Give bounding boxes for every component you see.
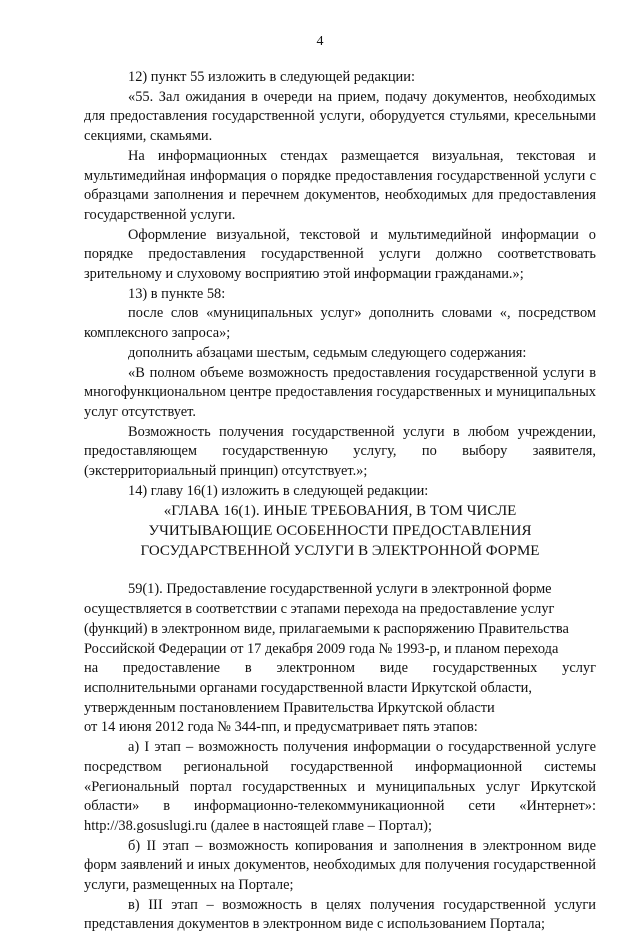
paragraph-extraterritorial: Возможность получения государственной услуги в любом учреждении, предоставляющем государственную услугу, по выбору заявителя, (экстерриториальный принцип) отсутствует.»; (84, 423, 596, 480)
paragraph-after-words: после слов «муниципальных услуг» дополнить словами «, посредством комплексного запроса»; (84, 305, 596, 342)
stage-1: а) I этап – возможность получения информации о государственной услуге посредством региональной государственной информационной системы «Региональный портал государственных и муниципальных услуг Иркутской области» в информационно-телекоммуникационной сети «Интернет»: http://38.gosuslugi.ru (далее в настоящей главе – Портал); (84, 739, 596, 834)
paragraph-item-14: 14) главу 16(1) изложить в следующей редакции: (128, 482, 429, 499)
stage-3: в) III этап – возможность в целях получения государственной услуги представления документов в электронном виде с использованием Портала; (84, 896, 596, 933)
chapter-heading-line-1: «ГЛАВА 16(1). ИНЫЕ ТРЕБОВАНИЯ, В ТОМ ЧИСЛЕ (163, 503, 517, 520)
chapter-heading-line-2: УЧИТЫВАЮЩИЕ ОСОБЕННОСТИ ПРЕДОСТАВЛЕНИЯ (148, 523, 532, 540)
paragraph-visual-design: Оформление визуальной, текстовой и мультимедийной информации о порядке предоставления государственной услуги должно соответствовать зрительному и слуховому восприятию этой информации гражданами.»; (84, 226, 596, 283)
paragraph-59-1-line: утвержденным постановлением Правительства Иркутской области (84, 699, 495, 716)
paragraph-item-12: 12) пункт 55 изложить в следующей редакции: (128, 69, 415, 85)
paragraph-59-1-line: осуществляется в соответствии с этапами перехода на предоставление услуг (84, 601, 555, 618)
page-number: 4 (316, 34, 324, 49)
paragraph-59-1-line: Российской Федерации от 17 декабря 2009 года № 1993-р, и планом перехода (84, 640, 559, 657)
paragraph-mfc: «В полном объеме возможность предоставления государственной услуги в многофункциональном центре предоставления государственных и муниципальных услуг отсутствует. (84, 364, 596, 420)
stage-2: б) II этап – возможность копирования и заполнения в электронном виде форм заявлений и иных документов, необходимых для получения государственной услуги, размещенных на Портале; (84, 837, 596, 894)
paragraph-59-1 (84, 580, 596, 738)
paragraph-55: «55. Зал ожидания в очереди на прием, подачу документов, необходимых для предоставления государственной услуги, оборудуется стульями, кресельными секциями, скамьями. (84, 88, 596, 145)
chapter-heading-line-3: ГОСУДАРСТВЕННОЙ УСЛУГИ В ЭЛЕКТРОННОЙ ФОРМЕ (140, 543, 540, 560)
paragraph-59-1-line: исполнительными органами государственной власти Иркутской области, (84, 679, 532, 696)
section-spacer (84, 561, 596, 580)
paragraph-59-1-line: на предоставление в электронном виде государственных услуг (84, 660, 596, 677)
paragraph-59-1-line: 59(1). Предоставление государственной услуги в электронной форме (128, 581, 552, 598)
paragraph-info-stands: На информационных стендах размещается визуальная, текстовая и мультимедийная информация о порядке предоставления государственной услуги с образцами заполнения и перечнем документов, необходимых для предоставления государственной услуги. (84, 147, 596, 223)
paragraph-add-sections: дополнить абзацами шестым, седьмым следующего содержания: (128, 344, 527, 361)
paragraph-59-1-line: (функций) в электронном виде, прилагаемыми к распоряжению Правительства (84, 620, 569, 637)
document-body (84, 68, 596, 935)
paragraph-item-13: 13) в пункте 58: (128, 285, 226, 302)
paragraph-59-1-line: от 14 июня 2012 года № 344-пп, и предусматривает пять этапов: (84, 719, 478, 736)
chapter-heading (84, 501, 596, 561)
